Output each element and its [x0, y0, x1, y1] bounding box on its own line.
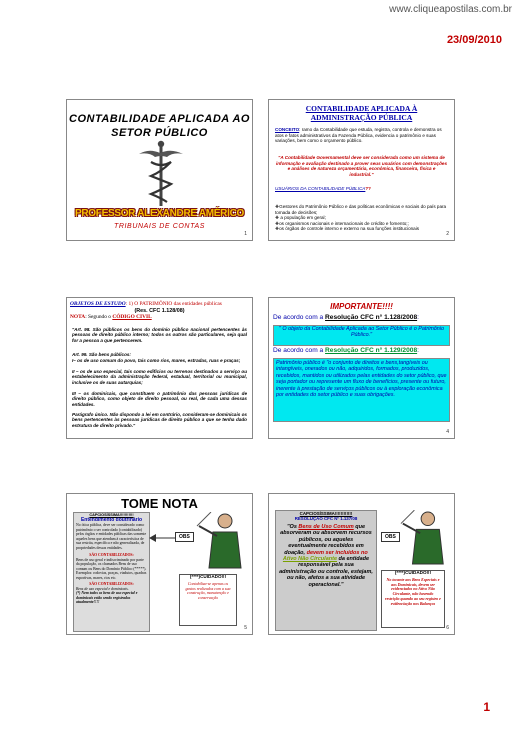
resolution-1128: Resolução CFC n° 1.128/2008: [325, 314, 418, 321]
usuarios-question: ??: [365, 186, 371, 191]
arrow-icon: [149, 532, 175, 544]
slide1-title: [67, 112, 252, 140]
conceito-text: : ramo da Contabilidade que estuda, registra, controla e demonstra os atos e fatos administrativos da Fazenda Pública, evidencia o patrimônio e suas variações, bem como o orçamento público.: [275, 127, 442, 144]
line-prefix: De acordo com a: [273, 347, 326, 354]
box-head: CAPCIOSÍSSIMA!!!!!!!!!!!!: [299, 511, 353, 516]
nao-text-2: Bens de uso especial e dominicais.: [76, 586, 129, 591]
paragrafo-unico: Parágrafo único. Não dispondo a lei em contrário, consideram-se dominicais os bens pertencentes às pessoas jurídicas de direito público a que se tenha dado estrutura de direito privado.": [72, 412, 247, 428]
slide1-title-line1: CONTABILIDADE APLICADA AO: [69, 113, 250, 125]
slide1-title-line2: SETOR PÚBLICO: [111, 127, 208, 139]
list-item: ❖os organismos nacionais e internacionais de crédito e fomento;;: [275, 220, 409, 226]
caduceus-icon: [137, 140, 185, 208]
objeto-box: " O objeto da Contabilidade Aplicada ao Setor Público é o Patrimônio Público.": [273, 325, 450, 346]
usuarios-heading: [275, 186, 448, 192]
box-head: CAPCIOSÍSSIMA!!!!!!!!!!!: [89, 513, 134, 517]
capciosissima-box: [275, 510, 377, 631]
conceito-paragraph: [275, 127, 448, 144]
art99-heading: Art. 99. São bens públicos:: [72, 352, 131, 357]
objetos-label: OBJETOS DE ESTUDO: [70, 301, 126, 307]
nao-note: (*) Nem todos os bens de uso especial e dominicais estão sendo registrados atualmente!!!!: [76, 591, 138, 604]
usuarios-list: [275, 204, 448, 232]
nao-contabilizados-2: SÃO CONTABILIZADOS:: [89, 582, 134, 586]
devem-ser-incluidos: devem ser incluídos no: [306, 549, 368, 556]
box-sub: RESOLUÇÃO CFC Nº 1.137/08: [294, 516, 358, 521]
slide3-header: [70, 301, 249, 321]
site-url[interactable]: www.cliqueapostilas.com.br: [389, 4, 512, 15]
capciosissima-box: [73, 512, 150, 632]
slide2-title-line2: ADMINISTRAÇÃO PÚBLICA: [310, 113, 413, 122]
resolution-text: [276, 521, 376, 591]
cuidado-box: [179, 574, 237, 626]
codigo-civil: CÓDIGO CIVIL: [112, 314, 152, 321]
conceito-quote: "A Contabilidade Governamental deve ser considerada como um sistema de informação e avaliação destinado a prover seus usuários com demonstrações e análises de natureza orçamentária, econômica, financeira, física e industrial.": [275, 155, 448, 177]
slide2-title-line1: CONTABILIDADE APLICADA À: [305, 104, 418, 113]
conceito-label: CONCEITO: [275, 127, 300, 132]
teacher-figure-icon: [195, 512, 247, 570]
teacher-figure-icon: [399, 510, 449, 566]
slide-number: 5: [244, 625, 247, 631]
resolution-ref: (Res. CFC 1.128/08): [134, 307, 185, 314]
slide-number: 1: [244, 231, 247, 237]
obs-label: OBS: [175, 532, 194, 542]
inciso-2: II – os de uso especial, tais como edifícios ou terrenos destinados a serviço ou estabelecimento da administração federal, estadual, territorial ou municipal, inclusive os de suas autarquias;: [72, 369, 247, 385]
professor-name: PROFESSOR ALEXANDRE AMÉRICO: [75, 208, 244, 219]
list-item: ❖Gestores do Patrimônio Público e das políticas econômicas e sociais do país para tomada de decisões;: [275, 204, 447, 215]
slide-3: [66, 297, 253, 439]
slide-number: 6: [446, 625, 449, 631]
cuidado-title: (****)CUIDADO!!!: [394, 570, 432, 575]
slide-number: 4: [446, 429, 449, 435]
box-text: No ótica pública, deve ser considerado como patrimônio o ser controlado (contabilizado) pelos órgãos e entidades públicas das somente aqueles bens que atendam à característica de sua restrita, específica e não generalizada, de propriedades dessas entidades.: [76, 523, 147, 550]
resolution-line-2: De acordo com a Resolução CFC n° 1.129/2008:: [273, 347, 419, 354]
slide-2: [268, 99, 455, 241]
obs-label: OBS: [381, 532, 400, 542]
box-sub: Entendimento doutrinário: [80, 516, 143, 523]
cuidado-text: Contabiliza-se apenas os gastos realizados com a sua construção, manutenção e conservação: [185, 580, 231, 601]
slide2-title: [269, 104, 454, 122]
cuidado-title: (****)CUIDADO!!!: [189, 574, 227, 579]
slide-5: [66, 493, 253, 635]
cuidado-box: [381, 570, 445, 628]
slide4-title: IMPORTANTE!!!!: [330, 302, 393, 311]
text-part: da entidade responsável pela sua administração ou controle, estejam, ou não, afetos a sua atividade operacional.": [279, 556, 373, 588]
line-prefix: De acordo com a: [273, 314, 326, 321]
slide-6: [268, 493, 455, 635]
cuidado-text: No tocante aos Bens Especiais e aos Dominicais, devem ser evidenciados no Ativo Não Circulante, não havendo restrição quando ao seu registro e evidenciação nos Balanços: [385, 576, 441, 606]
nao-text-1: Bens de uso geral e indiscriminado por parte da população, os chamados Bens de uso comum ou Bens do Domínio Público (*****). Exemplos: rodovias, praças, viadutos, quadras esportivas, mares, rios etc.: [76, 557, 147, 580]
text-part: "Os: [286, 524, 299, 530]
resolution-line-1: De acordo com a Resolução CFC n° 1.128/2008:: [273, 314, 419, 321]
resolution-1129: Resolução CFC n° 1.129/2008: [325, 347, 418, 354]
patrimonio-box: Patrimônio público é "o conjunto de direitos e bens,tangíveis ou intangíveis, onerados ou não, adquiridos, formados, produzidos, recebidos, mantidos ou utilizados pelas entidades do setor público, que seja portador ou represente um fluxo de benefícios, presente ou futuro, inerente à prestação de serviços públicos ou à exploração econômica por entidades do setor público e suas obrigações.: [273, 358, 450, 422]
art98-text: "Art. 98. São públicos os bens do domínio público nacional pertencentes às pessoas de direito público interno; todos os outros são particulares, seja qual for a pessoa a que pertencerem.: [72, 327, 247, 343]
bens-uso-comum: Bens de Uso Comum: [298, 524, 354, 530]
document-date: 23/09/2010: [446, 34, 502, 46]
list-item: ❖os órgãos de controle interno e externo na sua funções institucionais: [275, 226, 420, 232]
inciso-1: I– os de uso comum do povo, tais como rios, mares, estradas, ruas e praças;: [72, 358, 241, 363]
usuarios-label: USUÁRIOS DA CONTABILIDADE PÚBLICA: [275, 186, 366, 191]
nao-contabilizados-1: SÃO CONTABILIZADOS:: [89, 553, 134, 557]
inciso-3: III – os dominicais, que constituem o patrimônio das pessoas jurídicas de direito público, como objeto de direito pessoal, ou real, de cada uma dessas entidades.: [72, 391, 247, 407]
slide-1: [66, 99, 253, 241]
text-part: que absorveram ou absorvem recursos públicos, ou aqueles eventualmente recebidos em doação,: [280, 524, 372, 556]
slide5-title: TOME NOTA: [121, 496, 198, 511]
nota-label: NOTA: [70, 314, 86, 321]
slide1-subtitle: TRIBUNAIS DE CONTAS: [113, 223, 205, 230]
slide-4: [268, 297, 455, 439]
list-item: ❖ a população em geral;: [275, 215, 326, 221]
nota-text: : Segundo o: [85, 314, 111, 321]
slide-number: 2: [446, 231, 449, 237]
ativo-nao-circulante: Ativo Não Circulante: [282, 556, 337, 563]
page-number: 1: [483, 700, 490, 714]
objetos-text: : 1) O PATRIMÔNIO das entidades públicas: [125, 301, 222, 307]
